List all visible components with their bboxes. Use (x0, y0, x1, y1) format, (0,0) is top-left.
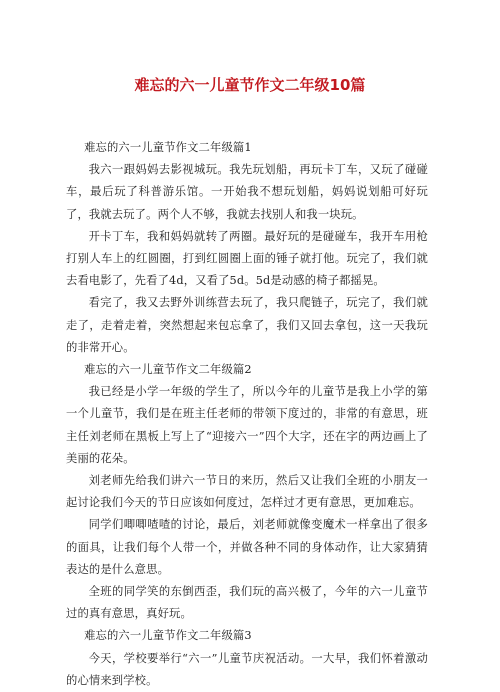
document-body (66, 137, 428, 692)
body-paragraph: 今天，学校要举行“六一”儿童节庆祝活动。一大早，我们怀着激动的心情来到学校。 (66, 651, 428, 687)
body-paragraph: 同学们唧唧喳喳的讨论，最后，刘老师就像变魔术一样拿出了很多的面具，让我们每个人带一个，并做各种不同的身体动作，让大家猜猜表达的是什么意思。 (66, 518, 428, 576)
section-heading: 难忘的六一儿童节作文二年级篇2 (84, 363, 252, 377)
document-title: 难忘的六一儿童节作文二年级10篇 (134, 76, 366, 94)
section-heading: 难忘的六一儿童节作文二年级篇3 (84, 629, 252, 643)
section-heading: 难忘的六一儿童节作文二年级篇1 (84, 141, 252, 154)
body-paragraph: 刘老师先给我们讲六一节日的来历，然后又让我们全班的小朋友一起讨论我们今天的节日应该如何度过，怎样过才更有意思，更加难忘。 (66, 474, 428, 510)
body-paragraph: 全班的同学笑的东倒西歪，我们玩的高兴极了，今年的六一儿童节过的真有意思，真好玩。 (66, 585, 428, 621)
body-paragraph: 我六一跟妈妈去影视城玩。我先玩划船，再玩卡丁车，又玩了碰碰车，最后玩了科普游乐馆。一开始我不想玩划船，妈妈说划船可好玩了，我就去玩了。两个人不够，我就去找别人和我一块玩。 (66, 163, 428, 221)
body-paragraph: 看完了，我又去野外训练营去玩了，我只爬链子，玩完了，我们就走了，走着走着，突然想起来包忘拿了，我们又回去拿包，这一天我玩的非常开心。 (66, 296, 428, 354)
body-paragraph: 我已经是小学一年级的学生了，所以今年的儿童节是我上小学的第一个儿童节，我们是在班主任老师的带领下度过的，非常的有意思，班主任刘老师在黑板上写上了“迎接六一”四个大字，还在字的两边画上了美丽的花朵。 (66, 385, 428, 465)
body-paragraph: 开卡丁车，我和妈妈就转了两圈。最好玩的是碰碰车，我开车用枪打别人车上的红圆圈，打到红圆圈上面的锤子就打他。玩完了，我们就去看电影了，先看了4d，又看了5d。5d是动感的椅子都摇晃。 (66, 229, 428, 288)
